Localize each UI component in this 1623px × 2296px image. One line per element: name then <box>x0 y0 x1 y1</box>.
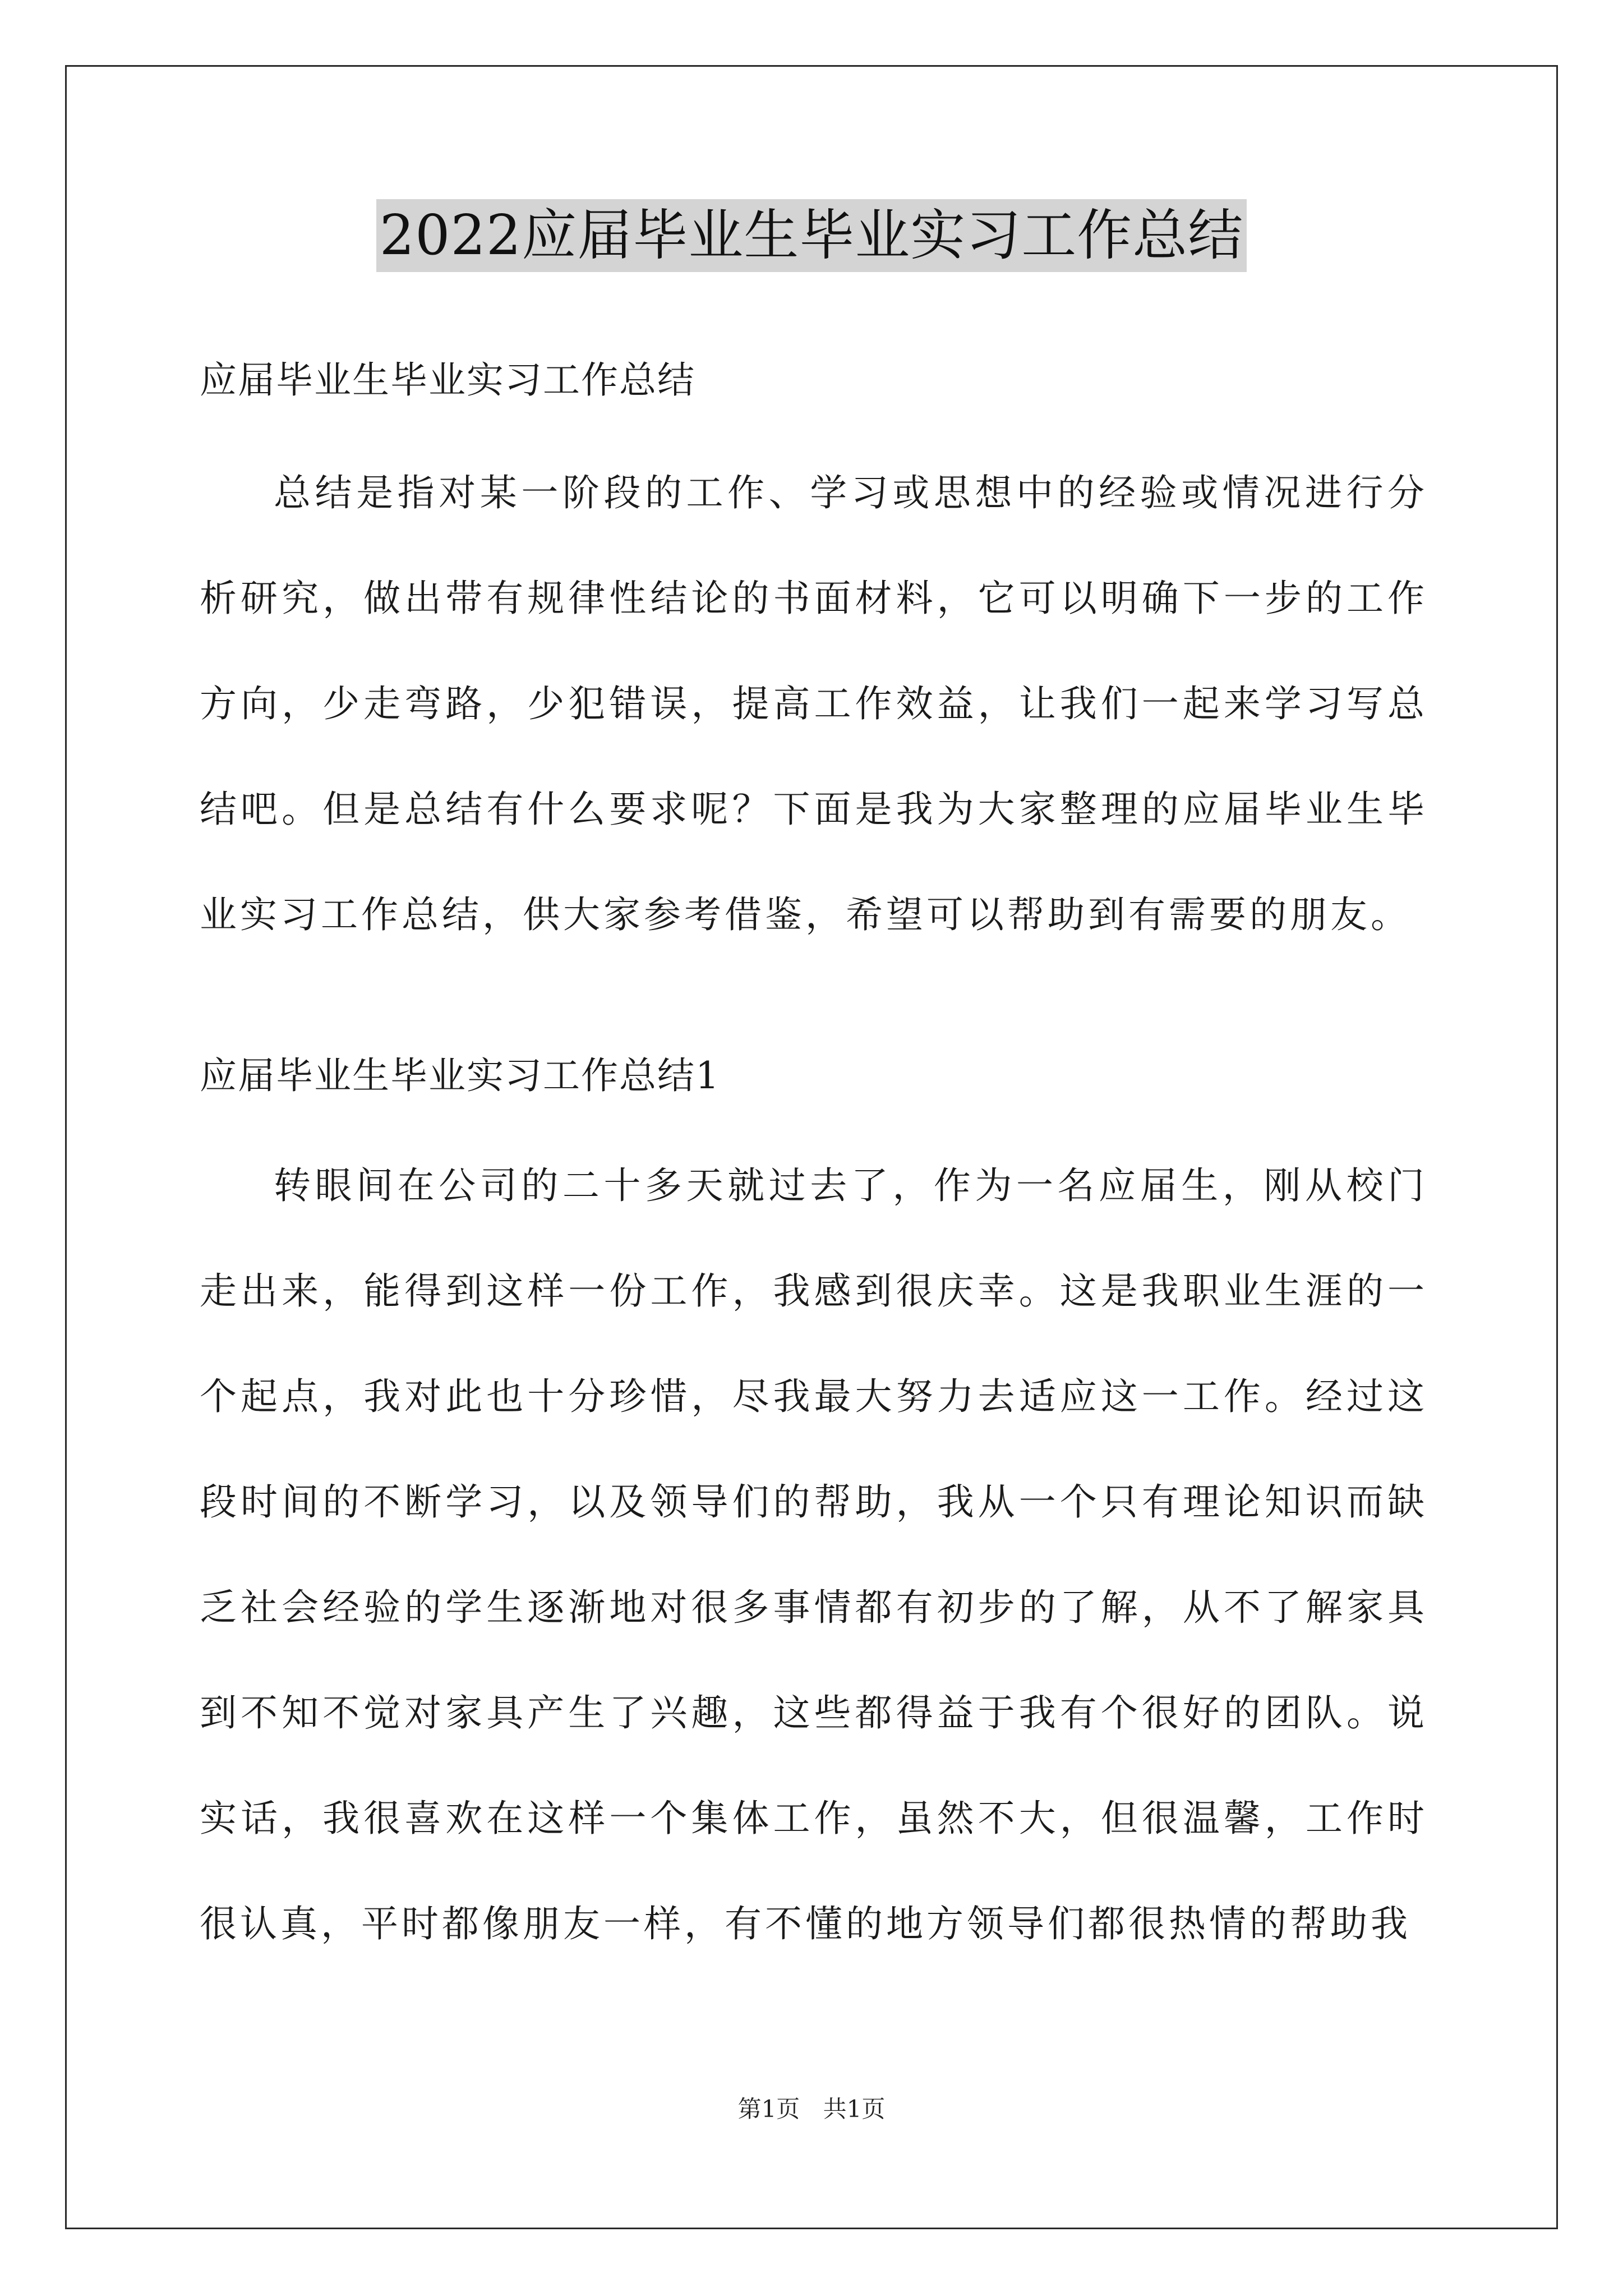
title-container <box>0 199 1623 272</box>
intro-paragraph: 总结是指对某一阶段的工作、学习或思想中的经验或情况进行分析研究，做出带有规律性结论的书面材料，它可以明确下一步的工作方向，少走弯路，少犯错误，提高工作效益，让我们一起来学习写总结吧。但是总结有什么要求呢？下面是我为大家整理的应届毕业生毕业实习工作总结，供大家参考借鉴，希望可以帮助到有需要的朋友。 <box>200 471 1428 936</box>
section-1-paragraph: 转眼间在公司的二十多天就过去了，作为一名应届生，刚从校门走出来，能得到这样一份工作，我感到很庆幸。这是我职业生涯的一个起点，我对此也十分珍惜，尽我最大努力去适应这一工作。经过这段时间的不断学习，以及领导们的帮助，我从一个只有理论知识而缺乏社会经验的学生逐渐地对很多事情都有初步的了解，从不了解家具到不知不觉对家具产生了兴趣，这些都得益于我有个很好的团队。说实话，我很喜欢在这样一个集体工作，虽然不大，但很温馨，工作时很认真，平时都像朋友一样，有不懂的地方领导们都很热情的帮助我 <box>200 1164 1428 1945</box>
page-number-total: 共1页 <box>823 2095 886 2123</box>
document-title: 2022应届毕业生毕业实习工作总结 <box>376 199 1247 272</box>
page-footer <box>0 2092 1623 2126</box>
document-subtitle: 应届毕业生毕业实习工作总结 <box>200 358 695 402</box>
section-1-heading: 应届毕业生毕业实习工作总结1 <box>200 1054 720 1097</box>
page-number-current: 第1页 <box>737 2095 800 2123</box>
